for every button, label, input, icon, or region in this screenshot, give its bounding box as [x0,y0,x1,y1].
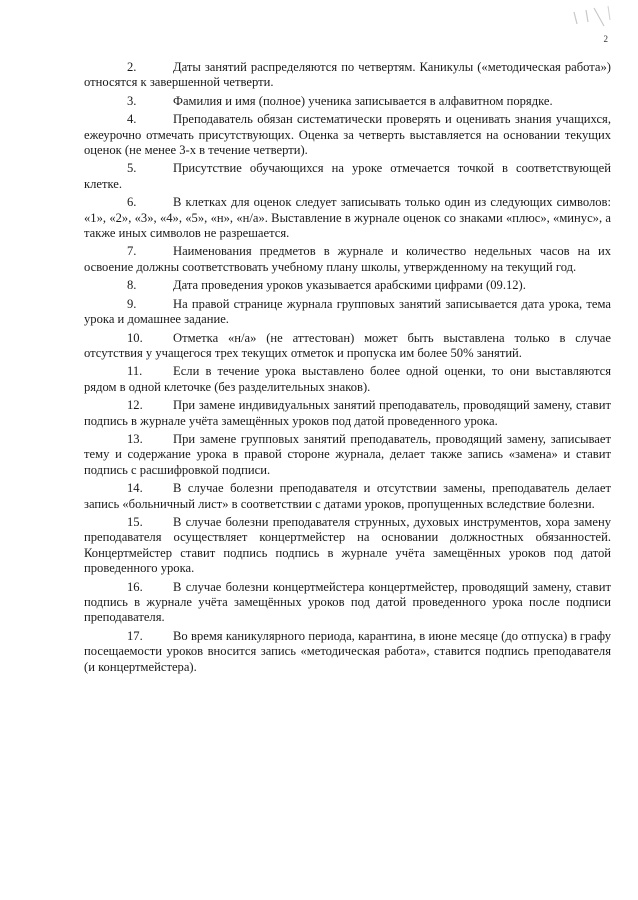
list-item [84,432,611,478]
item-number: 8. [127,278,137,293]
item-text: При замене индивидуальных занятий преподаватель, проводящий замену, ставит подпись в журнале учёта замещённых уроков под датой проведенного урока. [84,398,611,428]
item-number: 13. [127,431,143,446]
item-text: Во время каникулярного периода, карантина, в июне месяце (до отпуска) в графу посещаемости уроков вносится запись «методическая работа», ставится подпись преподавателя (и концертмейстера). [84,628,611,674]
list-item [84,60,611,91]
item-number: 14. [127,481,143,496]
item-text: В случае болезни преподавателя и отсутствии замены, преподаватель делает запись «больничный лист» в соответствии с датами уроков, пропущенных вследствие болезни. [84,481,611,511]
item-text: Присутствие обучающихся на уроке отмечается точкой в соответствующей клетке. [84,161,611,191]
page-number: 2 [603,34,608,44]
item-number: 10. [127,330,143,345]
item-text: Дата проведения уроков указывается арабскими цифрами (09.12). [173,278,526,293]
item-number: 12. [127,398,143,413]
list-item [84,629,611,675]
list-item [84,331,611,362]
item-number: 15. [127,514,143,529]
item-text: Преподаватель обязан систематически проверять и оценивать знания учащихся, ежеурочно отмечать присутствующих. Оценка за четверть выставляется на основании текущих оценок (не менее 3-х в течение четверти). [84,112,611,158]
list-item [84,161,611,192]
handwritten-mark [564,2,624,32]
item-text: На правой странице журнала групповых занятий записывается дата урока, тема урока и домашнее задание. [84,296,611,327]
list-item [84,195,611,241]
list-item [84,244,611,275]
item-text: В клетках для оценок следует записывать только один из следующих символов: «1», «2», «3», «4», «5», «н», «н/а». Выставление в журнале оценок со знаками «плюс», «минус», а также иных символов не разрешается. [84,195,611,241]
list-item [84,94,611,109]
item-text: В случае болезни преподавателя струнных, духовых инструментов, хора замену преподавателя осуществляет концертмейстер на основании должностных обязанностей. Концертмейстер ставит подпись подпись в журнале учёта замещённых уроков под датой проведенного урока. [84,514,611,576]
item-text: Фамилия и имя (полное) ученика записывается в алфавитном порядке. [173,93,553,108]
list-item [84,364,611,395]
item-text: Если в течение урока выставлено более одной оценки, то они выставляются рядом в одной клеточке (без разделительных знаков). [84,364,611,394]
item-number: 9. [127,296,137,311]
item-text: Даты занятий распределяются по четвертям. Каникулы («методическая работа») относятся к завершенной четверти. [84,60,611,90]
list-item [84,112,611,158]
item-number: 2. [127,60,137,74]
item-text: В случае болезни концертмейстера концертмейстер, проводящий замену, ставит подпись в журнале учёта замещённых уроков под датой проведенного урока после подписи преподавателя. [84,579,611,625]
document-body [84,60,611,678]
list-item [84,481,611,512]
item-text: При замене групповых занятий преподаватель, проводящий замену, записывает тему и содержание урока в правой стороне журнала, делает также запись «замена» и ставит подпись с расшифровкой подписи. [84,431,611,477]
item-number: 6. [127,195,137,210]
item-number: 5. [127,161,137,176]
item-number: 11. [127,364,143,379]
list-item [84,580,611,626]
item-number: 4. [127,112,137,127]
item-number: 7. [127,244,137,259]
list-item [84,278,611,293]
list-item [84,297,611,328]
item-text: Отметка «н/а» (не аттестован) может быть выставлена только в случае отсутствия у учащегося трех текущих отметок и пропуска им более 50% занятий. [84,330,611,360]
list-item [84,515,611,577]
item-number: 3. [127,93,137,108]
item-number: 17. [127,628,143,643]
list-item [84,398,611,429]
item-text: Наименования предметов в журнале и количество недельных часов на их освоение должны соответствовать учебному плану школы, утвержденному на текущий год. [84,244,611,274]
item-number: 16. [127,579,143,594]
